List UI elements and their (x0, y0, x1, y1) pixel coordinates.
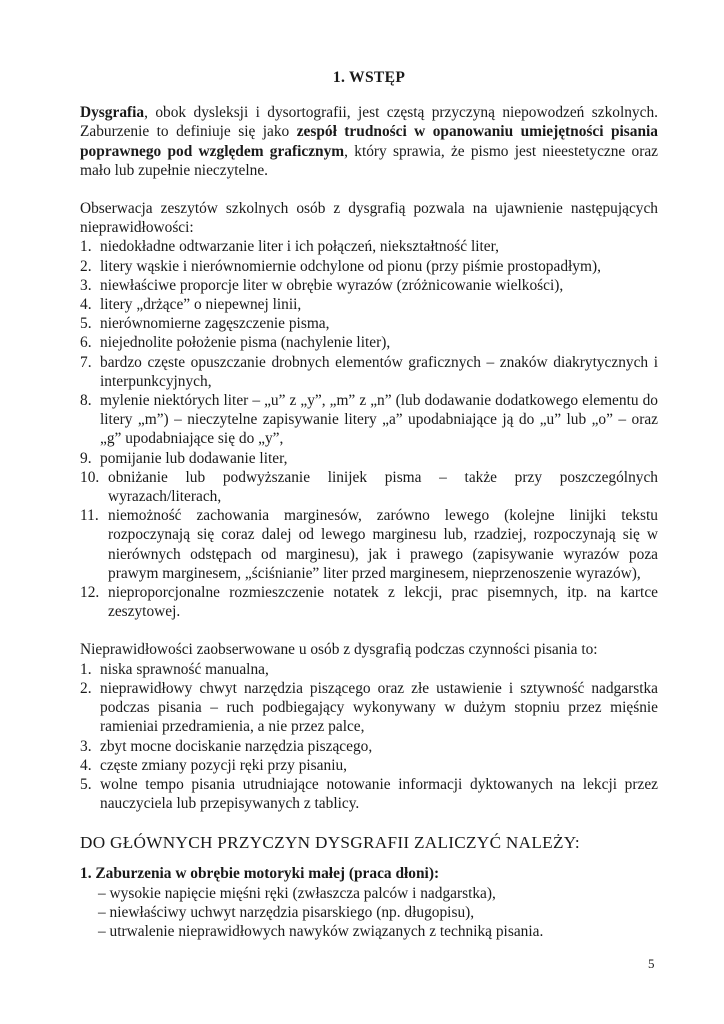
observation-item (80, 276, 658, 295)
observation-item-number: 1. (80, 238, 92, 256)
observation-item-text: niedokładne odtwarzanie liter i ich połączeń, niekształtność liter, (100, 238, 499, 256)
observation-item-text: mylenie niektórych liter – „u” z „y”, „m” z „n” (lub dodawanie dodatkowego elementu do litery „m”) – nieczytelne zapisywanie litery „a” upodabniające ją do „u” lub „o” – oraz „g” upodabniające się do „y”, (100, 392, 658, 448)
activity-item-text: wolne tempo pisania utrudniające notowanie informacji dyktowanych na lekcji przez nauczyciela lub przepisywanych z tablicy. (100, 775, 658, 813)
observation-item (80, 583, 658, 621)
observation-item-number: 4. (80, 296, 92, 314)
observation-item (80, 237, 658, 256)
observation-item (80, 506, 658, 583)
observation-item-text: niejednolite położenie pisma (nachylenie liter), (100, 334, 391, 352)
intro-text-1: , obok dysleksji i dysortografii, jest częstą przyczyną niepowodzeń szkolnych. Zaburzenie to definiuje się jako (80, 104, 658, 141)
activity-item (80, 756, 658, 775)
observation-item-number: 9. (80, 449, 92, 467)
observation-item (80, 333, 658, 352)
activity-item-number: 2. (80, 679, 92, 697)
observation-item-number: 2. (80, 257, 92, 275)
observation-item-text: litery „drżące” o niepewnej linii, (100, 296, 302, 314)
activity-item-text: zbyt mocne dociskanie narzędzia piszącego, (100, 737, 373, 755)
activity-item-text: niska sprawność manualna, (100, 660, 269, 678)
activity-item (80, 775, 658, 813)
observation-item-number: 8. (80, 392, 92, 410)
activity-item-text: nieprawidłowy chwyt narzędzia piszącego oraz złe ustawienie i sztywność nadgarstka podczas pisania – ruch podbiegający wykonywany w dużym stopniu przez mięśnie ramieniai przedramienia, a nie przez palce, (100, 679, 658, 736)
activity-item-number: 3. (80, 737, 92, 755)
activity-list (80, 660, 658, 814)
observation-item (80, 353, 658, 391)
observation-item-text: obniżanie lub podwyższanie linijek pisma – także przy poszczególnych wyrazach/literach, (108, 468, 658, 506)
activity-item (80, 737, 658, 756)
observation-item (80, 468, 658, 506)
activity-item-number: 4. (80, 756, 92, 774)
observation-item-text: bardzo częste opuszczanie drobnych elementów graficznych – znaków diakrytycznych i interpunkcyjnych, (100, 353, 658, 390)
observation-item (80, 314, 658, 333)
observation-item-text: nierównomierne zagęszczenie pisma, (100, 315, 330, 333)
causes-item: – utrwalenie nieprawidłowych nawyków związanych z techniką pisania. (98, 922, 544, 940)
observation-item-number: 7. (80, 353, 92, 371)
activity-item-number: 1. (80, 660, 92, 678)
causes-heading: DO GŁÓWNYCH PRZYCZYN DYSGRAFII ZALICZYĆ NALEŻY: (80, 833, 580, 853)
observation-item-text: niewłaściwe proporcje liter w obrębie wyrazów (zróżnicowanie wielkości), (100, 276, 564, 294)
observation-item-number: 11. (80, 507, 99, 525)
observation-lead: Obserwacja zeszytów szkolnych osób z dysgrafią pozwala na ujawnienie następujących nieprawidłowości: (80, 200, 658, 237)
causes-item: – niewłaściwy uchwyt narzędzia pisarskiego (np. długopisu), (98, 903, 475, 921)
activity-item (80, 679, 658, 737)
observation-item (80, 257, 658, 276)
activity-item-text: częste zmiany pozycji ręki przy pisaniu, (100, 756, 348, 774)
intro-text-2: , który sprawia, że pismo jest nieestetyczne oraz mało lub zupełnie nieczytelne. (80, 142, 658, 179)
observation-list (80, 237, 658, 621)
section-heading: 1. WSTĘP (332, 69, 406, 86)
observation-item-text: litery wąskie i nierównomiernie odchylone od pionu (przy piśmie prostopadłym), (100, 257, 601, 275)
observation-item-text: pomijanie lub dodawanie liter, (100, 449, 288, 467)
observation-item-text: nieproporcjonalne rozmieszczenie notatek z lekcji, prac pisemnych, itp. na kartce zeszytowej. (108, 584, 658, 621)
activity-item (80, 660, 658, 679)
activity-item-number: 5. (80, 775, 92, 793)
activity-lead: Nieprawidłowości zaobserwowane u osób z dysgrafią podczas czynności pisania to: (80, 641, 598, 659)
observation-item (80, 295, 658, 314)
page-content (80, 68, 658, 941)
observation-item (80, 391, 658, 449)
observation-item-number: 5. (80, 315, 92, 333)
intro-paragraph (80, 103, 658, 180)
page-number: 5 (648, 956, 655, 971)
observation-item-number: 6. (80, 334, 92, 352)
observation-item-number: 10. (80, 468, 100, 486)
intro-emphasis: zespół trudności w opanowaniu umiejętności pisania poprawnego pod względem graficznym (80, 123, 658, 160)
observation-item-number: 12. (80, 584, 100, 602)
intro-term: Dysgrafia (80, 104, 145, 122)
observation-item-number: 3. (80, 276, 92, 294)
observation-item (80, 449, 658, 468)
causes-list (80, 884, 658, 942)
causes-item: – wysokie napięcie mięśni ręki (zwłaszcza palców i nadgarstka), (98, 884, 496, 902)
causes-subheading: 1. Zaburzenia w obrębie motoryki małej (praca dłoni): (80, 865, 440, 883)
observation-item-text: niemożność zachowania marginesów, zarówno lewego (kolejne linijki tekstu rozpoczynają się coraz dalej od lewego marginesu lub, rzadziej, rozpoczynają się w nierównych odstępach od marginesu), jak i prawego (zapisywanie wyrazów poza prawym marginesem, „ściśnianie” liter przed marginesem, nieprzenoszenie wyrazów), (108, 507, 658, 582)
